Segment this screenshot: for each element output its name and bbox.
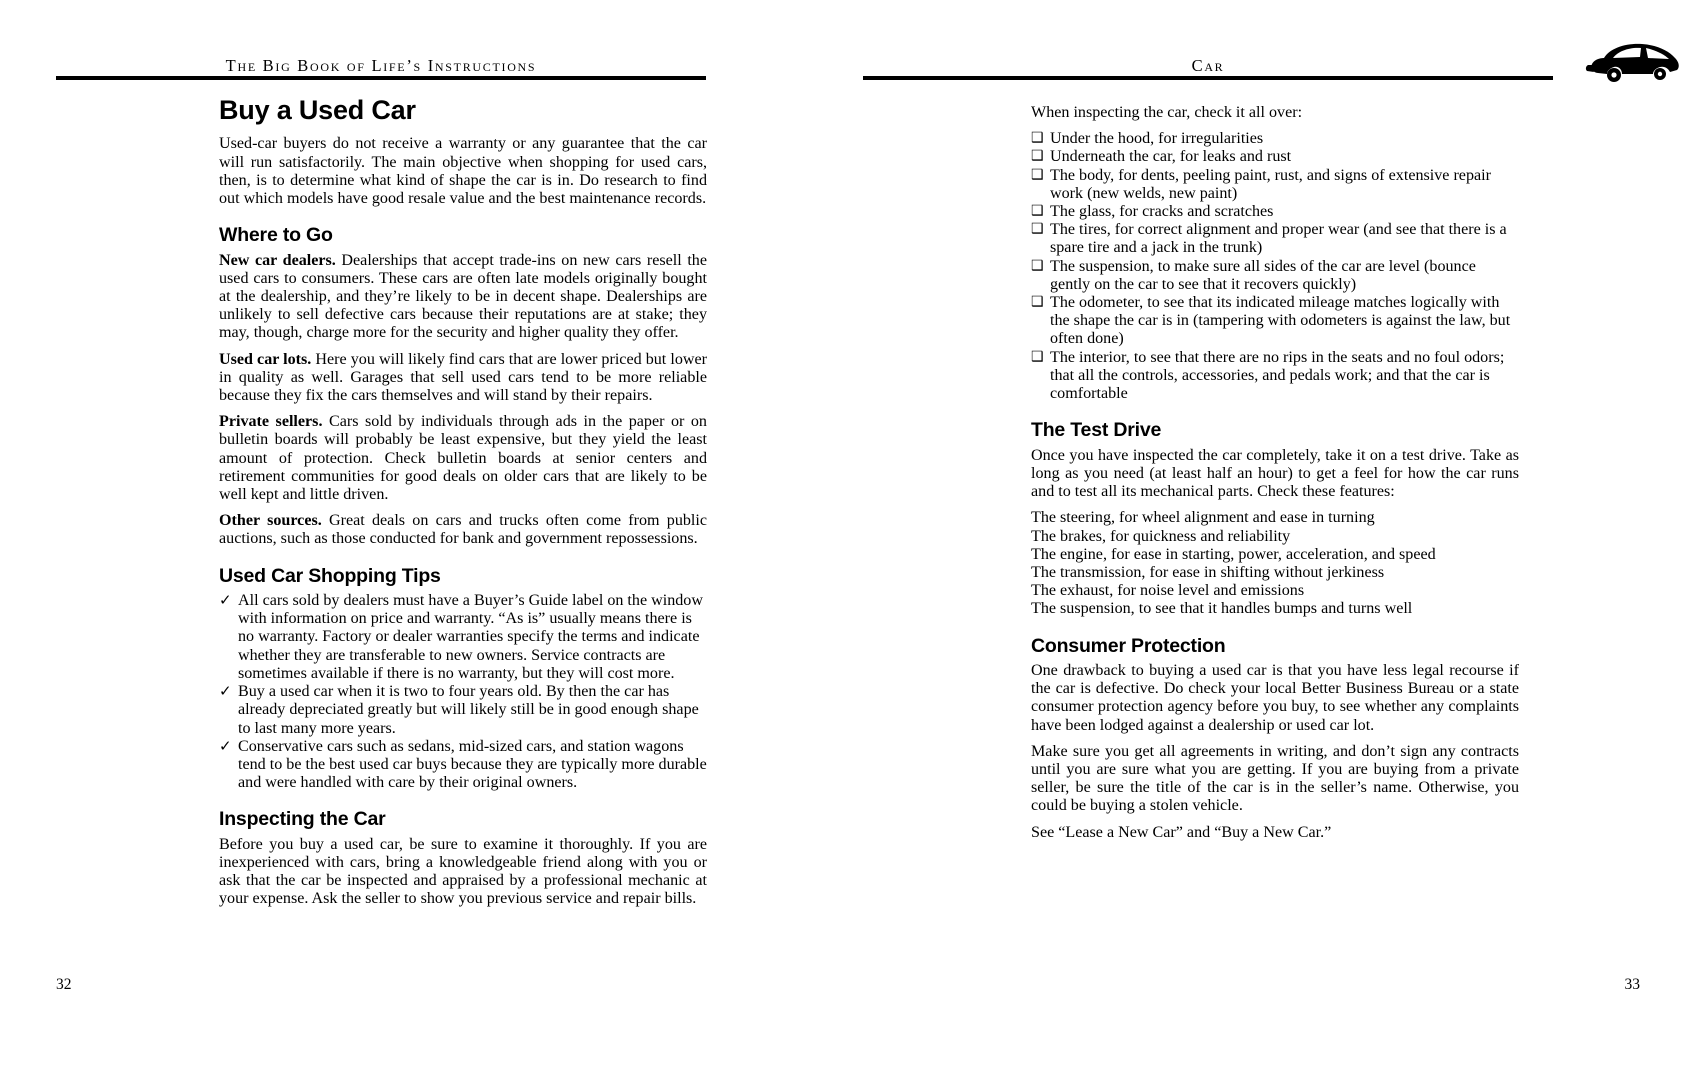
entry-private-sellers: [219, 413, 707, 504]
list-item: [1031, 221, 1519, 257]
inspect-intro: When inspecting the car, check it all over:: [1031, 104, 1303, 121]
list-item-text: The glass, for cracks and scratches: [1050, 203, 1274, 221]
list-item-text: Underneath the car, for leaks and rust: [1050, 148, 1292, 166]
consumer-protection-paragraph-2: Make sure you get all agreements in writing, and don’t sign any contracts until you are sure what you are getting. If you are buying from a private seller, be sure the title of the car is in the seller’s name. Otherwise, you could be buying a stolen vehicle.: [1031, 742, 1519, 815]
car-silhouette-icon: [1582, 38, 1690, 84]
list-item-text: Conservative cars such as sedans, mid-sized cars, and station wagons tend to be the best used car buys because they are typically more durable and were handled with care by their original owners.: [238, 737, 707, 792]
right-page: [847, 0, 1694, 1066]
list-item: [219, 592, 707, 683]
empty-checkbox-icon: ❑: [1031, 222, 1044, 238]
section-heading-inspecting-the-car: Inspecting the Car: [219, 808, 386, 831]
list-item-text: The body, for dents, peeling paint, rust, and signs of extensive repair work (new welds, new paint): [1050, 166, 1491, 202]
section-heading-test-drive: The Test Drive: [1031, 419, 1162, 442]
list-item: [1031, 148, 1519, 166]
shopping-tips-list: [219, 592, 707, 792]
entry-lead-used-car-lots: Used car lots.: [219, 350, 312, 368]
entry-body-used-car-lots: Here you will likely find cars that are lower priced but lower in quality as well. Garages that sell used cars tend to be more reliable because they fix the cars themselves and will stand by their repairs.: [219, 350, 707, 405]
right-running-head: [863, 44, 1553, 74]
list-item: The suspension, to see that it handles bumps and turns well: [1031, 600, 1413, 618]
list-item: [1031, 130, 1519, 148]
list-item: The steering, for wheel alignment and ease in turning: [1031, 509, 1375, 527]
entry-new-car-dealers: [219, 252, 707, 343]
check-mark-icon: ✓: [219, 684, 232, 701]
entry-body-private-sellers: Cars sold by individuals through ads in the paper or on bulletin boards will probably be least expensive, but they yield the least amount of protection. Check bulletin boards at senior centers and retirement communities for good deals on older cars that are likely to be well kept and little driven.: [219, 413, 707, 504]
list-item: [1031, 294, 1519, 349]
entry-lead-private-sellers: Private sellers.: [219, 413, 323, 431]
list-item: The engine, for ease in starting, power, acceleration, and speed: [1031, 545, 1436, 563]
check-mark-icon: ✓: [219, 738, 232, 755]
list-item: [1031, 203, 1519, 221]
right-running-head-text: Car: [1191, 55, 1225, 75]
left-text-column: [219, 96, 707, 909]
list-item-text: The interior, to see that there are no rips in the seats and no foul odors; that all the controls, accessories, and pedals work; and that the car is comfortable: [1050, 348, 1505, 403]
empty-checkbox-icon: ❑: [1031, 204, 1044, 220]
empty-checkbox-icon: ❑: [1031, 149, 1044, 165]
section-heading-shopping-tips: Used Car Shopping Tips: [219, 564, 441, 587]
list-item: [1031, 349, 1519, 404]
test-drive-feature-list: [1031, 509, 1519, 618]
list-item-text: The odometer, to see that its indicated mileage matches logically with the shape the car is in (tampering with odometers is against the law, but often done): [1050, 294, 1511, 348]
empty-checkbox-icon: ❑: [1031, 349, 1044, 365]
inspecting-paragraph: Before you buy a used car, be sure to examine it thoroughly. If you are inexperienced with cars, bring a knowledgeable friend along with you or ask that the car be inspected and appraised by a professional mechanic at your expense. Ask the seller to show you previous service and repair bills.: [219, 835, 707, 908]
entry-body-new-car-dealers: Dealerships that accept trade-ins on new cars resell the used cars to consumers. These cars are often late models originally bought at the dealership, and they’re likely to be in decent shape. Dealerships are unlikely to sell defective cars because their reputations are at stake; they may, though, charge more for the security and higher quality they offer.: [219, 251, 707, 342]
list-item: [1031, 167, 1519, 203]
left-page-number: 32: [56, 975, 72, 993]
list-item-text: The suspension, to make sure all sides of the car are level (bounce gently on the car to see that it recovers quickly): [1050, 257, 1476, 293]
left-header-rule: [56, 76, 706, 80]
inspection-checklist: [1031, 130, 1519, 403]
empty-checkbox-icon: ❑: [1031, 295, 1044, 311]
left-running-head-text: The Big Book of Life’s Instructions: [225, 55, 537, 75]
section-heading-where-to-go: Where to Go: [219, 224, 333, 247]
empty-checkbox-icon: ❑: [1031, 167, 1044, 183]
page-title: Buy a Used Car: [219, 95, 416, 125]
list-item: The exhaust, for noise level and emissions: [1031, 582, 1305, 600]
section-heading-consumer-protection: Consumer Protection: [1031, 634, 1226, 657]
list-item: [219, 738, 707, 793]
test-drive-intro: Once you have inspected the car completely, take it on a test drive. Take as long as you need (at least half an hour) to get a feel for how the car runs and to test all its mechanical parts. Check these features:: [1031, 446, 1519, 501]
list-item-text: Under the hood, for irregularities: [1050, 130, 1264, 148]
list-item: [1031, 258, 1519, 294]
entry-lead-new-car-dealers: New car dealers.: [219, 251, 336, 269]
entry-lead-other-sources: Other sources.: [219, 512, 322, 530]
list-item: [219, 683, 707, 738]
cross-reference-note: See “Lease a New Car” and “Buy a New Car.”: [1031, 823, 1332, 841]
list-item-text: Buy a used car when it is two to four years old. By then the car has already depreciated greatly but will likely still be in good enough shape to last many more years.: [238, 683, 699, 737]
consumer-protection-paragraph-1: One drawback to buying a used car is that you have less legal recourse if the car is defective. Do check your local Better Business Bureau or a state consumer protection agency before you buy, to see whether any complaints have been lodged against a dealership or used car lot.: [1031, 661, 1519, 734]
entry-used-car-lots: [219, 351, 707, 406]
check-mark-icon: ✓: [219, 593, 232, 610]
list-item-text: The tires, for correct alignment and proper wear (and see that there is a spare tire and a jack in the trunk): [1050, 221, 1507, 257]
entry-other-sources: [219, 512, 707, 548]
right-page-number: 33: [1624, 975, 1640, 993]
intro-paragraph: Used-car buyers do not receive a warranty or any guarantee that the car will run satisfactorily. The main objective when shopping for used cars, then, is to determine what kind of shape the car is in. Do research to find out which models have good resale value and the best maintenance records.: [219, 135, 707, 207]
entry-body-other-sources: Great deals on cars and trucks often come from public auctions, such as those conducted for bank and government repossessions.: [219, 512, 707, 548]
empty-checkbox-icon: ❑: [1031, 131, 1044, 147]
list-item: The brakes, for quickness and reliability: [1031, 527, 1291, 545]
list-item: The transmission, for ease in shifting without jerkiness: [1031, 563, 1385, 581]
right-text-column: [1031, 104, 1519, 850]
list-item-text: All cars sold by dealers must have a Buyer’s Guide label on the window with information on price and warranty. “As is” usually means there is no warranty. Factory or dealer warranties specify the terms and indicate whether they are transferable to new owners. Service contracts are sometimes available if there is no warranty, but they will cost more.: [238, 592, 703, 682]
right-header-rule: [863, 76, 1553, 80]
empty-checkbox-icon: ❑: [1031, 258, 1044, 274]
left-running-head: [56, 44, 706, 74]
